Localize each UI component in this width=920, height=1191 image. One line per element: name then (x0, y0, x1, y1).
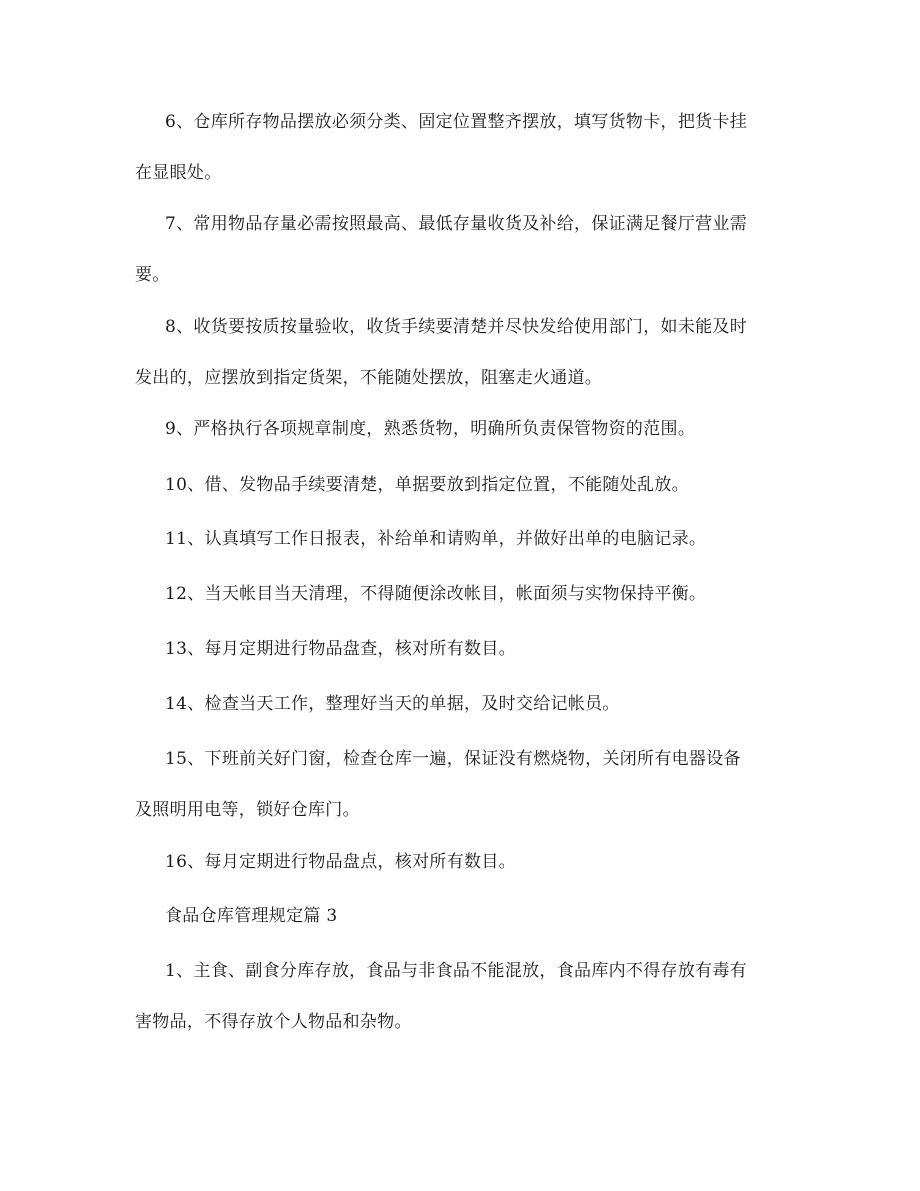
paragraph-rule-7 (135, 199, 785, 301)
paragraph-rule-14 (165, 679, 785, 730)
paragraph-rule-6 (135, 97, 785, 199)
paragraph-rule-16 (165, 837, 785, 888)
paragraph-rule-8 (135, 302, 785, 404)
paragraph-rule-12 (165, 569, 785, 620)
section-heading (165, 891, 785, 942)
paragraph-rule-13 (165, 624, 785, 675)
section-heading-text: 食品仓库管理规定篇 3 (165, 906, 338, 926)
paragraph-line: 6、仓库所存物品摆放必须分类、固定位置整齐摆放，填写货物卡，把货卡挂 (165, 112, 748, 132)
paragraph-line: 1、主食、副食分库存放，食品与非食品不能混放，食品库内不得存放有毒有 (165, 961, 748, 981)
paragraph-line: 及照明用电等，锁好仓库门。 (135, 800, 360, 820)
paragraph-line: 16、每月定期进行物品盘点，核对所有数目。 (165, 852, 516, 872)
paragraph-rule-10 (165, 460, 785, 511)
paragraph-line: 8、收货要按质按量验收，收货手续要清楚并尽快发给使用部门，如未能及时 (165, 317, 748, 337)
paragraph-line: 13、每月定期进行物品盘查，核对所有数目。 (165, 639, 516, 659)
paragraph-rule-1 (135, 946, 785, 1048)
paragraph-rule-9 (165, 404, 785, 455)
paragraph-line: 15、下班前关好门窗，检查仓库一遍，保证没有燃烧物，关闭所有电器设备 (165, 749, 741, 769)
paragraph-line: 12、当天帐目当天清理，不得随便涂改帐目，帐面须与实物保持平衡。 (165, 584, 707, 604)
paragraph-line: 发出的，应摆放到指定货架，不能随处摆放，阻塞走火通道。 (135, 368, 603, 388)
paragraph-line: 害物品，不得存放个人物品和杂物。 (135, 1012, 412, 1032)
paragraph-line: 11、认真填写工作日报表，补给单和请购单，并做好出单的电脑记录。 (165, 529, 707, 549)
paragraph-line: 9、严格执行各项规章制度，熟悉货物，明确所负责保管物资的范围。 (165, 419, 696, 439)
paragraph-rule-11 (165, 514, 785, 565)
paragraph-rule-15 (135, 734, 785, 836)
paragraph-line: 在显眼处。 (135, 163, 222, 183)
paragraph-line: 7、常用物品存量必需按照最高、最低存量收货及补给，保证满足餐厅营业需 (165, 214, 748, 234)
paragraph-line: 14、检查当天工作，整理好当天的单据，及时交给记帐员。 (165, 694, 620, 714)
paragraph-line: 要。 (135, 265, 170, 285)
paragraph-line: 10、借、发物品手续要清楚，单据要放到指定位置，不能随处乱放。 (165, 475, 689, 495)
